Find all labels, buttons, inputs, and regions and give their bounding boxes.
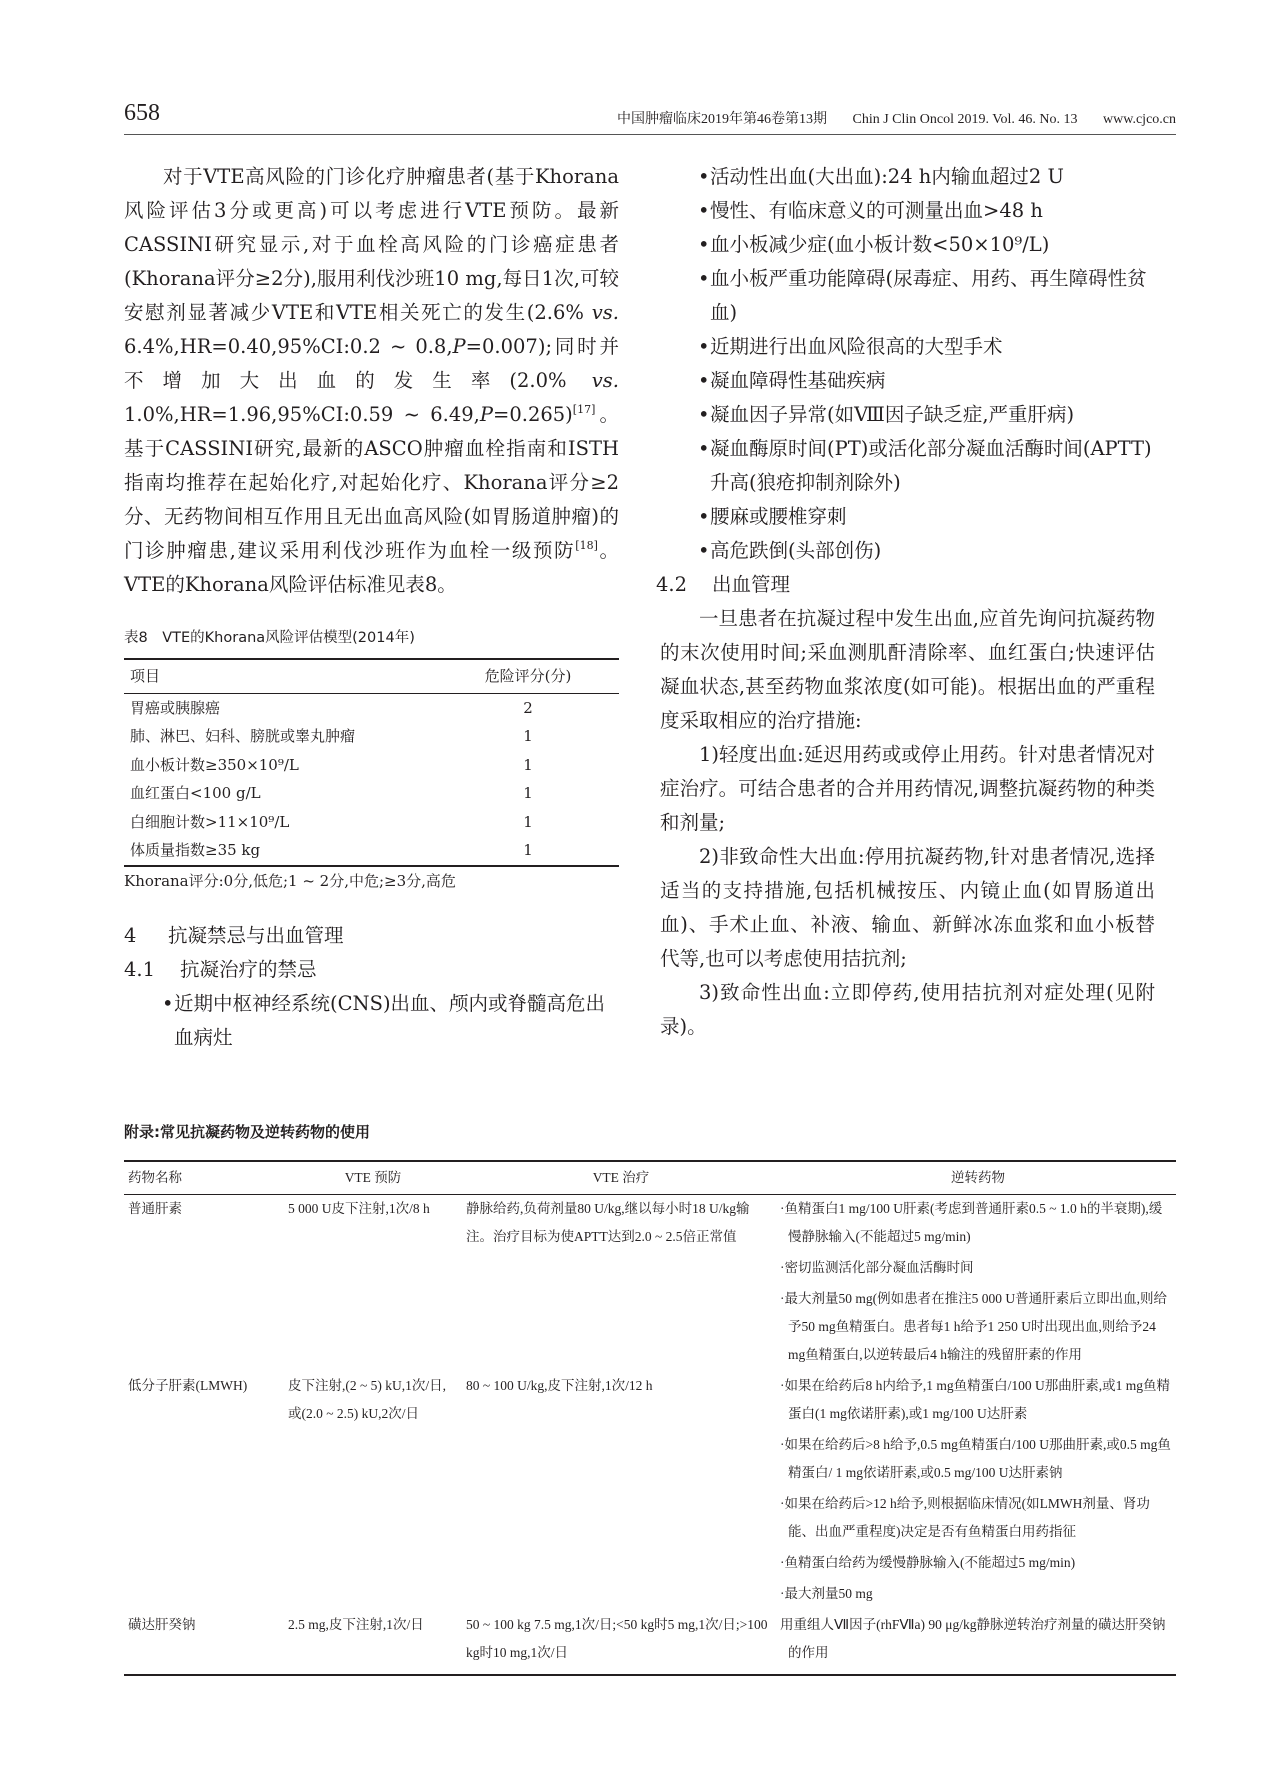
table8-row bbox=[124, 722, 619, 751]
reversal-item: ·如果在给药后>8 h给予,0.5 mg鱼精蛋白/100 U那曲肝素,或0.5 mg鱼精蛋白/ 1 mg依诺肝素,或0.5 mg/100 U达肝素钠 bbox=[780, 1437, 1171, 1480]
appendix-prevention: 5 000 U皮下注射,1次/8 h bbox=[288, 1201, 430, 1216]
contraindication-item: • 凝血酶原时间(PT)或活化部分凝血活酶时间(APTT)升高(狼疮抑制剂除外) bbox=[698, 432, 1155, 500]
contraindication-item: • 近期进行出血风险很高的大型手术 bbox=[698, 330, 1155, 364]
contraindication-item: • 血小板减少症(血小板计数<50×10⁹/L) bbox=[698, 228, 1155, 262]
appendix-drug-name: 低分子肝素(LMWH) bbox=[128, 1378, 248, 1393]
reversal-item: ·最大剂量50 mg bbox=[780, 1586, 873, 1601]
contraindication-item: • 近期中枢神经系统(CNS)出血、颅内或脊髓高危出血病灶 bbox=[162, 987, 619, 1055]
right-column bbox=[656, 160, 1155, 1044]
appendix-row bbox=[124, 1195, 1176, 1373]
appendix-title: 附录:常见抗凝药物及逆转药物的使用 bbox=[124, 1123, 371, 1141]
table8-item: 肺、淋巴、妇科、膀胱或睾丸肿瘤 bbox=[130, 727, 356, 745]
reversal-item: ·如果在给药后8 h内给予,1 mg鱼精蛋白/100 U那曲肝素,或1 mg鱼精蛋白(1 mg依诺肝素),或1 mg/100 U达肝素 bbox=[780, 1378, 1170, 1421]
appendix-prevention: 2.5 mg,皮下注射,1次/日 bbox=[284, 1611, 462, 1675]
reversal-item: ·鱼精蛋白1 mg/100 U肝素(考虑到普通肝素0.5 ~ 1.0 h的半衰期),缓慢静脉输入(不能超过5 mg/min) bbox=[780, 1201, 1163, 1244]
appendix-treatment: 50 ~ 100 kg 7.5 mg,1次/日;<50 kg时5 mg,1次/日;>100 kg时10 mg,1次/日 bbox=[462, 1611, 780, 1675]
table8-score: 1 bbox=[523, 727, 533, 745]
section-4-1-heading: 4.1 抗凝治疗的禁忌 bbox=[124, 957, 317, 981]
table8-row bbox=[124, 779, 619, 808]
table8-score: 2 bbox=[523, 698, 533, 717]
table8-score: 1 bbox=[523, 812, 533, 831]
appendix-treatment: 静脉给药,负荷剂量80 U/kg,继以每小时18 U/kg输注。治疗目标为使APTT达到2.0 ~ 2.5倍正常值 bbox=[466, 1201, 750, 1244]
section-4-2-heading: 4.2 出血管理 bbox=[656, 573, 791, 596]
contraindication-item: • 血小板严重功能障碍(尿毒症、用药、再生障碍性贫血) bbox=[698, 262, 1155, 330]
appendix-header-reversal: 逆转药物 bbox=[780, 1161, 1176, 1195]
journal-website: www.cjco.cn bbox=[1103, 112, 1176, 127]
appendix-header-drug: 药物名称 bbox=[124, 1161, 284, 1195]
running-header bbox=[124, 100, 1176, 130]
bleeding-intro-paragraph: 一旦患者在抗凝过程中发生出血,应首先询问抗凝药物的末次使用时间;采血测肌酐清除率、血红蛋白;快速评估凝血状态,甚至药物血浆浓度(如可能)。根据出血的严重程度采取相应的治疗措施: bbox=[660, 607, 1155, 732]
appendix-header-prevention: VTE 预防 bbox=[284, 1161, 462, 1195]
contraindication-item: • 高危跌倒(头部创伤) bbox=[698, 534, 1155, 568]
page-number: 658 bbox=[124, 100, 160, 126]
table8-row bbox=[124, 808, 619, 837]
journal-info bbox=[595, 108, 1176, 128]
table8-score: 1 bbox=[523, 784, 533, 802]
table8-score: 1 bbox=[437, 836, 619, 866]
reversal-item: ·鱼精蛋白给药为缓慢静脉输入(不能超过5 mg/min) bbox=[780, 1555, 1076, 1570]
journal-cn: 中国肿瘤临床2019年第46卷第13期 bbox=[616, 112, 827, 127]
appendix-table bbox=[124, 1160, 1176, 1676]
contraindication-item: • 腰麻或腰椎穿刺 bbox=[698, 500, 1155, 534]
table8-item: 体质量指数≥35 kg bbox=[124, 836, 437, 866]
contraindication-item: • 凝血障碍性基础疾病 bbox=[698, 364, 1155, 398]
contraindication-list-left bbox=[124, 987, 619, 1055]
table8-item: 白细胞计数>11×10⁹/L bbox=[130, 812, 290, 831]
table8-row bbox=[124, 836, 619, 866]
table8-row bbox=[124, 751, 619, 780]
appendix-reversal bbox=[780, 1611, 1176, 1675]
appendix bbox=[124, 1120, 1176, 1676]
nonfatal-major-bleeding-paragraph: 2)非致命性大出血:停用抗凝药物,针对患者情况,选择适当的支持措施,包括机械按压、内镜止血(如胃肠道出血)、手术止血、补液、输血、新鲜冰冻血浆和血小板替代等,也可以考虑使用拮抗剂; bbox=[660, 845, 1155, 970]
appendix-reversal bbox=[780, 1372, 1176, 1611]
khorana-table bbox=[124, 658, 619, 867]
contraindication-item: • 慢性、有临床意义的可测量出血>48 h bbox=[698, 194, 1155, 228]
journal-en: Chin J Clin Oncol 2019. Vol. 46. No. 13 bbox=[852, 112, 1078, 127]
contraindication-item: • 凝血因子异常(如Ⅷ因子缺乏症,严重肝病) bbox=[698, 398, 1155, 432]
table8-item: 血红蛋白<100 g/L bbox=[130, 784, 261, 802]
reversal-item: ·最大剂量50 mg(例如患者在推注5 000 U普通肝素后立即出血,则给予50 mg鱼精蛋白。患者每1 h给予1 250 U时出现出血,则给予24 mg鱼精蛋白,以逆转最后4 h输注的残留肝素的作用 bbox=[780, 1291, 1167, 1362]
table8-note: Khorana评分:0分,低危;1 ~ 2分,中危;≥3分,高危 bbox=[124, 871, 456, 890]
table8-item: 胃癌或胰腺癌 bbox=[130, 698, 221, 717]
table8-header-item: 项目 bbox=[124, 659, 437, 693]
appendix-drug-name: 磺达肝癸钠 bbox=[124, 1611, 284, 1675]
table8-item: 血小板计数≥350×10⁹/L bbox=[130, 755, 299, 774]
fatal-bleeding-paragraph: 3)致命性出血:立即停药,使用拮抗剂对症处理(见附录)。 bbox=[660, 981, 1155, 1038]
table8-header-score: 危险评分(分) bbox=[437, 659, 619, 693]
citation-17[interactable]: [17] bbox=[572, 403, 596, 416]
intro-paragraph: 对于VTE高风险的门诊化疗肿瘤患者(基于Khorana风险评估3分或更高)可以考虑进行VTE预防。最新CASSINI研究显示,对于血栓高风险的门诊癌症患者(Khorana评分≥2分),服用利伐沙班10 mg,每日1次,可较安慰剂显著减少VTE和VTE相关死亡的发生(2.6% vs. 6.4%,HR=0.40,95%CI:0.2 ~ 0.8,P=0.007);同时并不增加大出血的发生率(2.0% vs. 1.0%,HR=1.96,95%CI:0.59 ~ 6.49,P=0.265)[17]。基于CASSINI研究,最新的ASCO肿瘤血栓指南和ISTH指南均推荐在起始化疗,对起始化疗、Khorana评分≥2分、无药物间相互作用且无出血高风险(如胃肠道肿瘤)的门诊肿瘤患,建议采用利伐沙班作为血栓一级预防[18]。VTE的Khorana风险评估标准见表8。 bbox=[124, 165, 620, 596]
reversal-item: 用重组人Ⅶ因子(rhFⅦa) 90 μg/kg静脉逆转治疗剂量的磺达肝癸钠的作用 bbox=[780, 1617, 1166, 1660]
left-column bbox=[124, 160, 619, 1055]
citation-18[interactable]: [18] bbox=[575, 539, 598, 552]
mild-bleeding-paragraph: 1)轻度出血:延迟用药或或停止用药。针对患者情况对症治疗。可结合患者的合并用药情况,调整抗凝药物的种类和剂量; bbox=[660, 743, 1155, 834]
table8-score: 1 bbox=[523, 755, 533, 774]
header-rule bbox=[124, 134, 1176, 135]
table8-caption: 表8 VTE的Khorana风险评估模型(2014年) bbox=[124, 630, 415, 646]
reversal-item: ·密切监测活化部分凝血活酶时间 bbox=[780, 1260, 974, 1275]
table8-row bbox=[124, 693, 619, 722]
appendix-row bbox=[124, 1611, 1176, 1675]
appendix-prevention: 皮下注射,(2 ~ 5) kU,1次/日,或(2.0 ~ 2.5) kU,2次/日 bbox=[288, 1378, 447, 1421]
contraindication-item: • 活动性出血(大出血):24 h内输血超过2 U bbox=[698, 160, 1155, 194]
appendix-treatment: 80 ~ 100 U/kg,皮下注射,1次/12 h bbox=[466, 1378, 653, 1393]
contraindication-list-right bbox=[660, 160, 1155, 568]
appendix-reversal bbox=[780, 1195, 1176, 1373]
section-4-heading: 4 抗凝禁忌与出血管理 bbox=[124, 923, 344, 947]
appendix-row bbox=[124, 1372, 1176, 1611]
reversal-item: ·如果在给药后>12 h给予,则根据临床情况(如LMWH剂量、肾功能、出血严重程度)决定是否有鱼精蛋白用药指征 bbox=[780, 1496, 1150, 1539]
appendix-header-treatment: VTE 治疗 bbox=[462, 1161, 780, 1195]
appendix-drug-name: 普通肝素 bbox=[128, 1201, 182, 1216]
